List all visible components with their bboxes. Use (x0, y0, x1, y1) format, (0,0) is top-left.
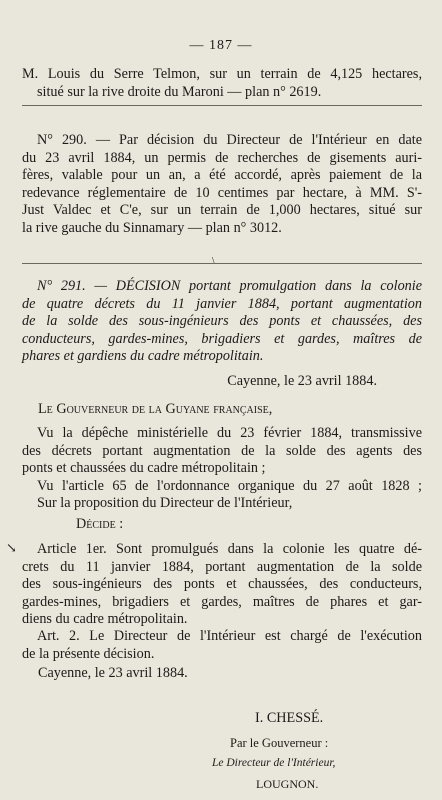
decide-line: Décide : (76, 516, 124, 532)
text-line: gardes-mines, brigadiers et gardes, maîtres de phares et gar- (22, 593, 422, 610)
text-line: Just Valdec et C'e, sur un terrain de 1,000 hectares, situé sur (22, 202, 422, 218)
governor-line: Le Gouverneur de la Guyane française, (38, 401, 273, 417)
text-line: la rive gauche du Sinnamary — plan n° 3012. (22, 219, 282, 236)
closing-date: Cayenne, le 23 avril 1884. (38, 665, 188, 681)
text-line: Art. 2. Le Directeur de l'Intérieur est chargé de l'exécution (37, 628, 422, 644)
text-line: N° 290. — Par décision du Directeur de l'Intérieur en date (37, 132, 422, 148)
text-line: crets du 11 janvier 1884, portant augmentation de la solde (22, 558, 422, 575)
heading-line: N° 291. — DÉCISION portant promulgation dans la colonie (37, 278, 422, 294)
article-2 (22, 628, 422, 663)
entry-291-heading (22, 278, 422, 366)
entry-top (22, 66, 422, 101)
text-line: M. Louis du Serre Telmon, sur un terrain de 4,125 hectares, (22, 66, 422, 82)
by-governor: Par le Gouverneur : (230, 736, 329, 750)
place-date: Cayenne, le 23 avril 1884. (227, 373, 377, 389)
text-line: fères, valable pour un an, a été accordé, après paiement de la (22, 167, 422, 183)
text-line: Article 1er. Sont promulgués dans la colonie les quatre dé- (37, 541, 422, 557)
heading-line: phares et gardiens du cadre métropolitain. (22, 348, 264, 364)
text-line: ponts et chaussées du cadre métropolitain ; (22, 460, 266, 476)
text-line: du 23 avril 1884, un permis de recherches de gisements auri- (22, 149, 422, 166)
heading-line: de quatre décrets du 11 janvier 1884, portant augmentation (22, 295, 422, 312)
separator-rule (22, 263, 422, 264)
text-line: redevance réglementaire de 10 centimes par hectare, à MM. S'- (22, 184, 422, 201)
text-line: diens du cadre métropolitain. (22, 611, 188, 627)
heading-line: de la solde des sous-ingénieurs des ponts et chaussées, des (22, 313, 422, 329)
text-line: Sur la proposition du Directeur de l'Intérieur, (37, 495, 293, 511)
director-title: Le Directeur de l'Intérieur, (212, 757, 336, 769)
separator-rule (22, 105, 422, 106)
text-line: situé sur la rive droite du Maroni — plan n° 2619. (37, 83, 322, 100)
text-line: Vu l'article 65 de l'ordonnance organique du 27 août 1828 ; (37, 477, 422, 494)
considerations (22, 425, 422, 513)
article-1 (22, 541, 422, 629)
text-line: de la présente décision. (22, 645, 155, 662)
entry-290 (22, 132, 422, 237)
heading-line: conducteurs, gardes-mines, brigadiers et gardes, maîtres de (22, 330, 422, 347)
text-line: Vu la dépêche ministérielle du 23 février 1884, transmissive (37, 425, 422, 441)
page-number: — 187 — (189, 38, 253, 53)
signature: I. CHESSÉ. (255, 710, 324, 726)
director-name: LOUGNON. (256, 777, 319, 791)
margin-mark: ↘ (6, 540, 17, 555)
text-line: des décrets portant augmentation de la solde des agents des (22, 442, 422, 459)
text-line: des sous-ingénieurs des ponts et chaussées, des conducteurs, (22, 576, 422, 592)
separator-mark: \ (212, 256, 215, 267)
